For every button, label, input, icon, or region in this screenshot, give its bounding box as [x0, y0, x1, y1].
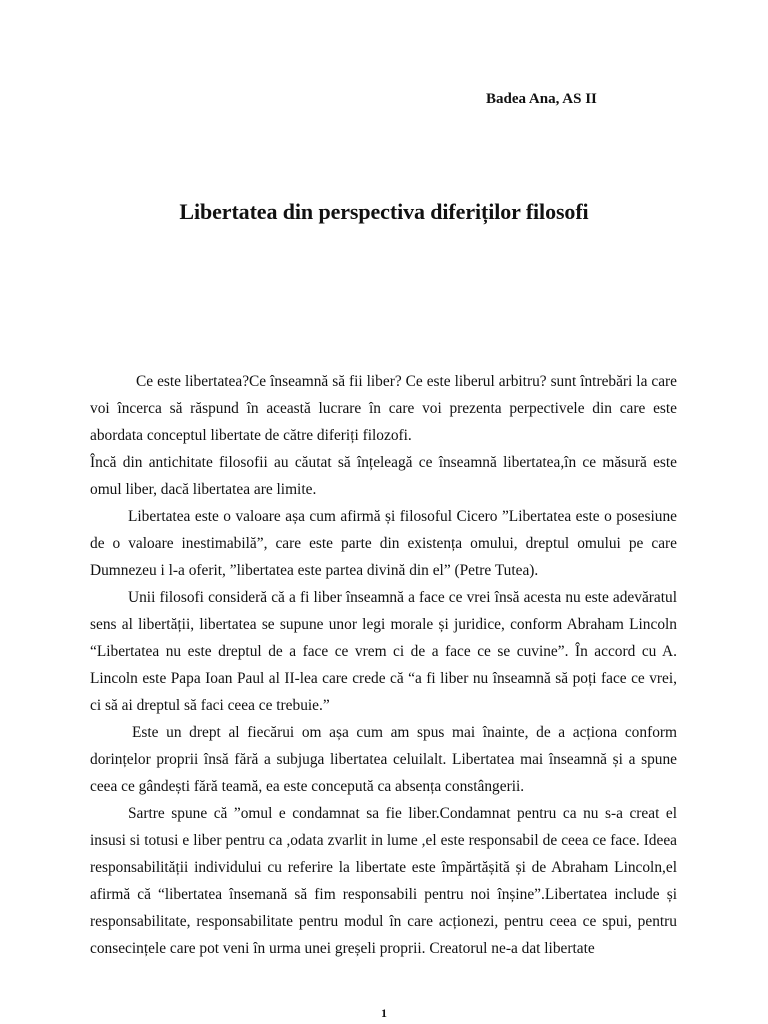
- document-body: [90, 368, 677, 962]
- author-line: Badea Ana, AS II: [486, 91, 597, 107]
- paragraph-rights: Este un drept al fiecărui om așa cum am spus mai înainte, de a acționa conform dorințelor proprii însă fără a subjuga libertatea celuilalt. Libertatea mai înseamnă și a spune ceea ce gândești fără teamă, ea este concepută ca absența constângerii.: [90, 724, 677, 795]
- paragraph-sartre: Sartre spune că ”omul e condamnat sa fie liber.Condamnat pentru ca nu s-a creat el insusi si totusi e liber pentru ca ,odata zvarlit in lume ,el este responsabil de ceea ce face. Ideea responsabilității individului cu referire la libertate este împărtășită și de Abraham Lincoln,el afirmă că “libertatea însemană să fim responsabili pentru noi înșine”.Libertatea include și responsabilitate, responsabilitate pentru modul în care acționezi, pentru ceea ce spui, pentru consecințele care pot veni în urma unei greșeli proprii. Creatorul ne-a dat libertate: [90, 805, 677, 957]
- page-number: 1: [381, 1006, 387, 1020]
- paragraph-lincoln: Unii filosofi consideră că a fi liber înseamnă a face ce vrei însă acesta nu este adevăratul sens al libertății, libertatea se supune unor legi morale și juridice, conform Abraham Lincoln “Libertatea nu este dreptul de a face ce vrem ci de a face ce se cuvine”. În accord cu A. Lincoln este Papa Ioan Paul al II-lea care crede că “a fi liber nu înseamnă să poți face ce vrei, ci să ai dreptul să faci ceea ce trebuie.”: [90, 589, 677, 714]
- paragraph-antiquity: Încă din antichitate filosofii au căutat să înțeleagă ce înseamnă libertatea,în ce măsură este omul liber, dacă libertatea are limite.: [90, 454, 677, 498]
- paragraph-intro: Ce este libertatea?Ce înseamnă să fii liber? Ce este liberul arbitru? sunt întrebări la care voi încerca să răspund în această lucrare în care voi prezenta perpectivele din care este abordata conceptul libertate de către diferiți filozofi.: [90, 373, 677, 444]
- document-title: Libertatea din perspectiva diferiților filosofi: [179, 199, 589, 224]
- paragraph-cicero: Libertatea este o valoare așa cum afirmă și filosoful Cicero ”Libertatea este o posesiune de o valoare inestimabilă”, care este parte din existența omului, dreptul omului pe care Dumnezeu i l-a oferit, ”libertatea este partea divină din el” (Petre Tutea).: [90, 508, 677, 579]
